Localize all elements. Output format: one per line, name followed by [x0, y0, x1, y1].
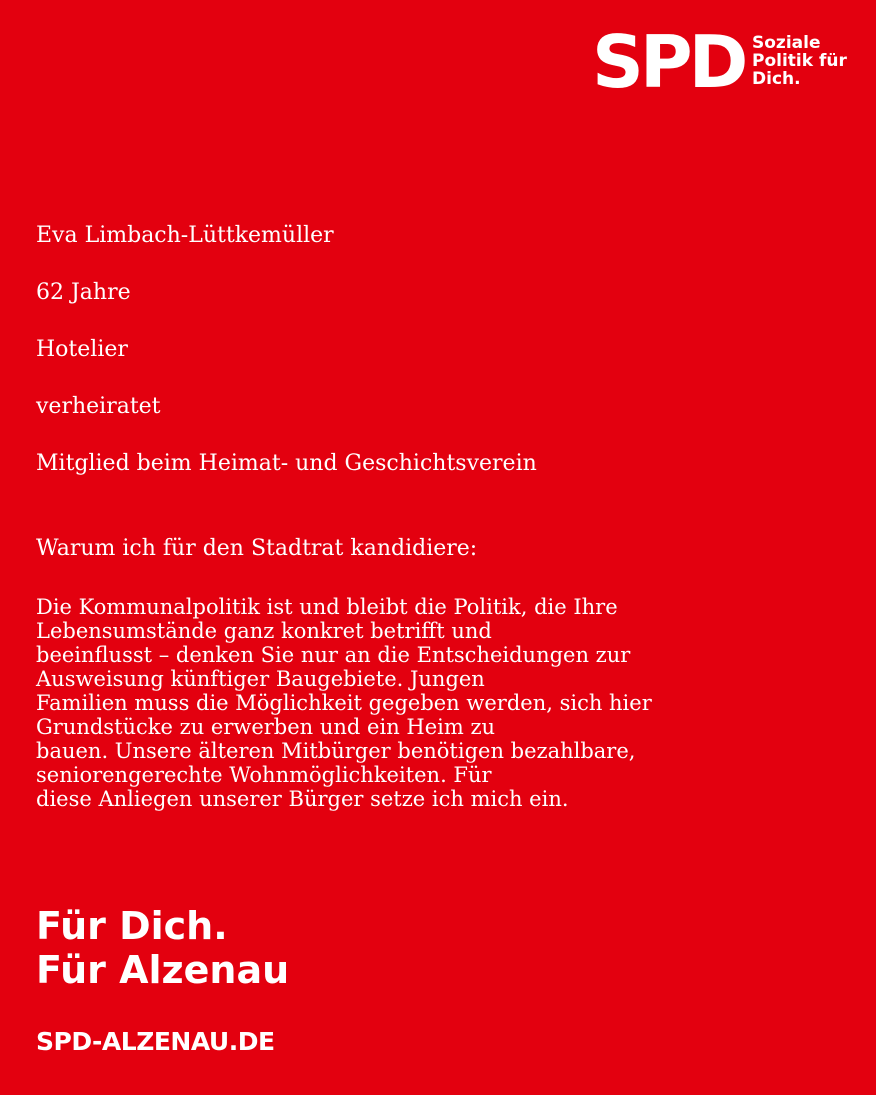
candidate-name: Eva Limbach-Lüttkemüller: [36, 223, 334, 248]
candidate-membership: Mitglied beim Heimat- und Geschichtsverein: [36, 451, 537, 476]
candidate-age: 62 Jahre: [36, 280, 131, 305]
candidate-statement: [36, 595, 836, 811]
statement-line: bauen. Unsere älteren Mitbürger benötigen bezahlbare,: [36, 739, 636, 763]
spd-logo: [592, 20, 852, 104]
logo-tagline-line: Politik für: [752, 51, 847, 71]
statement-line: Grundstücke zu erwerben und ein Heim zu: [36, 715, 496, 739]
logo-tagline: [752, 34, 847, 88]
statement-line: Familien muss die Möglichkeit gegeben werden, sich hier: [36, 691, 652, 715]
statement-line: diese Anliegen unserer Bürger setze ich mich ein.: [36, 787, 569, 811]
candidate-marital-status: verheiratet: [36, 394, 161, 419]
website-link[interactable]: SPD-ALZENAU.DE: [36, 1027, 275, 1056]
campaign-slogan: [36, 904, 289, 992]
statement-line: Lebensumstände ganz konkret betrifft und: [36, 619, 492, 643]
statement-line: beeinflusst – denken Sie nur an die Entscheidungen zur: [36, 643, 631, 667]
statement-line: Ausweisung künftiger Baugebiete. Jungen: [36, 667, 485, 691]
slogan-line: Für Dich.: [36, 904, 228, 948]
logo-tagline-line: Dich.: [752, 69, 801, 89]
statement-line: seniorengerechte Wohnmöglichkeiten. Für: [36, 763, 492, 787]
statement-line: Die Kommunalpolitik ist und bleibt die Politik, die Ihre: [36, 595, 618, 619]
slogan-line: Für Alzenau: [36, 948, 290, 992]
candidate-occupation: Hotelier: [36, 337, 128, 362]
logo-tagline-line: Soziale: [752, 33, 821, 53]
motivation-heading: Warum ich für den Stadtrat kandidiere:: [36, 536, 478, 561]
logo-wordmark: SPD: [592, 20, 745, 104]
candidate-profile: [36, 222, 537, 507]
